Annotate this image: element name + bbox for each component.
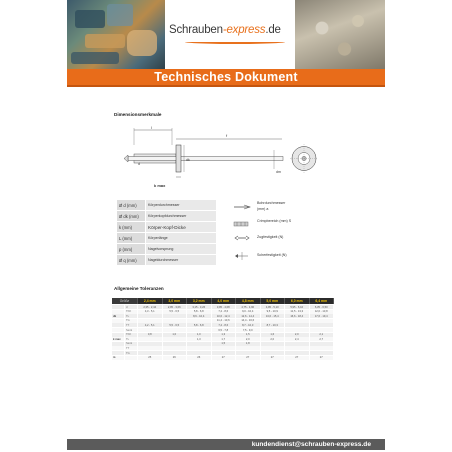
table-cell: 26 [187, 356, 212, 360]
label-dk: dk [186, 158, 190, 162]
legend-row: k (mm) Körper-Kopf-Dicke [117, 222, 217, 232]
table-cell: 11,5 - 13,3 [285, 310, 310, 314]
table-cell: 4,2 - 5,1 [138, 323, 163, 327]
shear-icon [232, 251, 252, 261]
table-cell: 6,35 - 6,50 [310, 305, 335, 309]
table-cell: 2,4 [285, 337, 310, 341]
table-row-label [112, 351, 125, 355]
table-header-cell: 3,0 mm [163, 298, 188, 304]
legend-row: Ø dk (mm) Körperkopfdurchmesser [117, 211, 217, 221]
tolerance-title: Allgemeine Toleranzen [114, 286, 164, 291]
table-cell [310, 328, 335, 332]
table-cell [187, 346, 212, 350]
legend-row: Ø q (mm) Nageldurchmesser [117, 255, 217, 265]
table-cell [261, 351, 286, 355]
table-row-sublabel: TKK [125, 310, 138, 314]
table-cell [163, 346, 188, 350]
table-cell [187, 342, 212, 346]
table-cell: 1,3 [187, 337, 212, 341]
table-cell [163, 319, 188, 323]
table-cell [187, 351, 212, 355]
legend-row: L (mm) Körperlänge [117, 233, 217, 243]
table-row [112, 323, 334, 327]
title-banner [67, 69, 385, 87]
table-cell [163, 337, 188, 341]
table-cell: 27 [212, 356, 237, 360]
table-cell [285, 323, 310, 327]
table-row [112, 328, 334, 332]
table-row-sublabel: Senk [125, 328, 138, 332]
table-cell: 2,35 - 2,44 [138, 305, 163, 309]
table-cell [310, 351, 335, 355]
table-row-label: m [112, 356, 125, 360]
table-cell [285, 328, 310, 332]
table-cell: 8,6 - 10,4 [187, 314, 212, 318]
table-cell [310, 342, 335, 346]
table-cell: 2,0 [236, 337, 261, 341]
table-cell: 5,95 - 6,10 [285, 305, 310, 309]
table-cell: 7,5 - 9,0 [236, 328, 261, 332]
label-dm: dm [276, 170, 281, 174]
table-cell: 5,5 - 6,5 [163, 310, 188, 314]
table-row-label: k max [112, 337, 125, 341]
table-cell: 12,6 - 14,4 [236, 314, 261, 318]
table-cell: 4,95 - 5,10 [261, 305, 286, 309]
table-cell: 8,7 - 10,3 [261, 323, 286, 327]
table-cell [163, 314, 188, 318]
table-cell [138, 342, 163, 346]
table-cell: 1,0 [187, 333, 212, 337]
table-row [112, 305, 334, 309]
table-cell: 10,6 - 12,4 [212, 314, 237, 318]
table-cell [285, 319, 310, 323]
table-row-label [112, 310, 125, 314]
table-row [112, 342, 334, 346]
table-cell [285, 346, 310, 350]
table-cell: 1,6 [261, 333, 286, 337]
table-cell: 2,1 [310, 333, 335, 337]
table-header-cell: 6,0 mm [285, 298, 310, 304]
legend-right-text: Bohrdurchmesser [257, 201, 286, 205]
table-row-sublabel: TT [125, 346, 138, 350]
support-email-link[interactable]: kundendienst@schrauben-express.de [251, 441, 371, 448]
table-cell: 3,15 - 3,26 [187, 305, 212, 309]
table-row-sublabel: TL [125, 337, 138, 341]
table-cell [236, 346, 261, 350]
table-cell [138, 337, 163, 341]
table-cell [138, 328, 163, 332]
rivet-technical-drawing [114, 125, 329, 193]
table-row [112, 319, 334, 323]
table-row-label [112, 346, 125, 350]
tensile-icon [232, 233, 252, 243]
legend-right-text: Crimpbereich (mm) S [257, 219, 292, 223]
table-cell: 1,5 [236, 333, 261, 337]
table-row [112, 310, 334, 314]
table-cell [236, 351, 261, 355]
table-row [112, 314, 334, 318]
table-cell: 12,0 - 13,8 [310, 310, 335, 314]
table-header-cell: 4,0 mm [212, 298, 237, 304]
table-cell: 2,0 [285, 333, 310, 337]
table-cell: 0,8 [138, 333, 163, 337]
table-row-label [112, 305, 125, 309]
footer [67, 439, 385, 450]
table-row [112, 333, 334, 337]
table-cell: 2,7 [310, 337, 335, 341]
label-f: f [226, 133, 228, 138]
document-title: Technisches Dokument [154, 70, 298, 84]
table-cell [163, 328, 188, 332]
table-cell: 9,0 - 10,4 [236, 310, 261, 314]
table-cell: 4,3 - 5,1 [138, 310, 163, 314]
table-cell: 13,6 - 15,4 [261, 314, 286, 318]
table-cell: 4,75 - 4,90 [236, 305, 261, 309]
table-header-cell: 3,2 mm [187, 298, 212, 304]
table-cell: 26 [163, 356, 188, 360]
table-row-label [112, 328, 125, 332]
table-cell: 27 [236, 356, 261, 360]
brand-swoosh [185, 40, 285, 44]
table-header-cell: Größe [112, 298, 138, 304]
table-cell [187, 319, 212, 323]
table-cell: 6,5 - 7,8 [212, 328, 237, 332]
table-cell: 17,6 - 19,4 [310, 314, 335, 318]
table-cell: 1,5 [212, 342, 237, 346]
clamp-range-icon [232, 219, 252, 229]
table-cell: 16,6 - 18,4 [285, 314, 310, 318]
table-row-sublabel: TT [125, 323, 138, 327]
table-cell: 1,8 [236, 342, 261, 346]
table-cell: 7,4 - 8,6 [212, 323, 237, 327]
header-photo-screws [295, 0, 385, 70]
table-row-sublabel: Senk [125, 342, 138, 346]
table-cell [138, 319, 163, 323]
table-header-cell: 4,8 mm [236, 298, 261, 304]
table-cell: 1,7 [212, 337, 237, 341]
table-cell: 27 [310, 356, 335, 360]
table-cell: 2,95 - 3,06 [163, 305, 188, 309]
brand-logo[interactable] [165, 0, 295, 70]
table-cell [163, 342, 188, 346]
table-cell [310, 323, 335, 327]
table-header [112, 298, 334, 304]
table-cell [212, 346, 237, 350]
table-cell: 1,3 [212, 333, 237, 337]
header [67, 0, 385, 70]
table-cell: 9,5 - 10,9 [261, 310, 286, 314]
table-cell [261, 328, 286, 332]
header-photo-tools [67, 0, 165, 70]
brand-name: Schrauben-express.de [169, 24, 281, 36]
table-row [112, 346, 334, 350]
table-header-cell: 6,4 mm [310, 298, 335, 304]
table-cell [163, 351, 188, 355]
table-cell [212, 351, 237, 355]
drill-bit-icon [232, 202, 252, 212]
legend-right-text: Zugfestigkeit (N) [257, 235, 284, 239]
legend-row: p (mm) Nagelvorsprung [117, 244, 217, 254]
table-row-sublabel: TG [125, 351, 138, 355]
table-row [112, 351, 334, 355]
table-cell: 2,0 [261, 337, 286, 341]
table-cell [285, 342, 310, 346]
table-cell [261, 342, 286, 346]
table-cell: 1,0 [163, 333, 188, 337]
dimensions-title: Dimensionsmerkmale [114, 112, 162, 117]
table-cell: 5,8 - 6,8 [187, 310, 212, 314]
table-row-label [112, 333, 125, 337]
table-row-label [112, 342, 125, 346]
table-row [112, 337, 334, 341]
table-cell: 8,7 - 10,3 [236, 323, 261, 327]
table-row-label [112, 323, 125, 327]
table-row-label [112, 319, 125, 323]
table-header-cell: 2,4 mm [138, 298, 163, 304]
table-cell: 14,4 - 16,6 [236, 319, 261, 323]
table-cell: 7,4 - 8,6 [212, 310, 237, 314]
label-k-max: k max [154, 183, 166, 188]
table-cell [187, 328, 212, 332]
table-row-sublabel: TKK [125, 333, 138, 337]
table-header-cell: 5,0 mm [261, 298, 286, 304]
table-cell: 27 [285, 356, 310, 360]
table-cell [138, 314, 163, 318]
label-l: l [151, 125, 152, 130]
table-row-sublabel: TG [125, 319, 138, 323]
table-cell: 5,5 - 6,5 [163, 323, 188, 327]
table-cell: 27 [261, 356, 286, 360]
table-cell [285, 351, 310, 355]
table-row-label: dk [112, 314, 125, 318]
label-d: d [138, 162, 140, 166]
table-cell [261, 346, 286, 350]
table-row [112, 356, 334, 360]
legend-right-text: Scherfestigkeit (N) [257, 253, 287, 257]
table-cell [310, 319, 335, 323]
table-cell [138, 346, 163, 350]
table-row-sublabel [125, 356, 138, 360]
table-cell: 11,4 - 13,6 [212, 319, 237, 323]
legend-right-text: (mm) a [257, 207, 269, 211]
table-cell [138, 351, 163, 355]
table-cell: 5,8 - 6,8 [187, 323, 212, 327]
table-row-sublabel: TL [125, 314, 138, 318]
legend-row: Ø d (mm) Körperdurchmesser [117, 200, 217, 210]
table-cell [261, 319, 286, 323]
table-cell [310, 346, 335, 350]
table-cell: 3,95 - 4,08 [212, 305, 237, 309]
table-cell: 25 [138, 356, 163, 360]
table-row-sublabel: d [125, 305, 138, 309]
